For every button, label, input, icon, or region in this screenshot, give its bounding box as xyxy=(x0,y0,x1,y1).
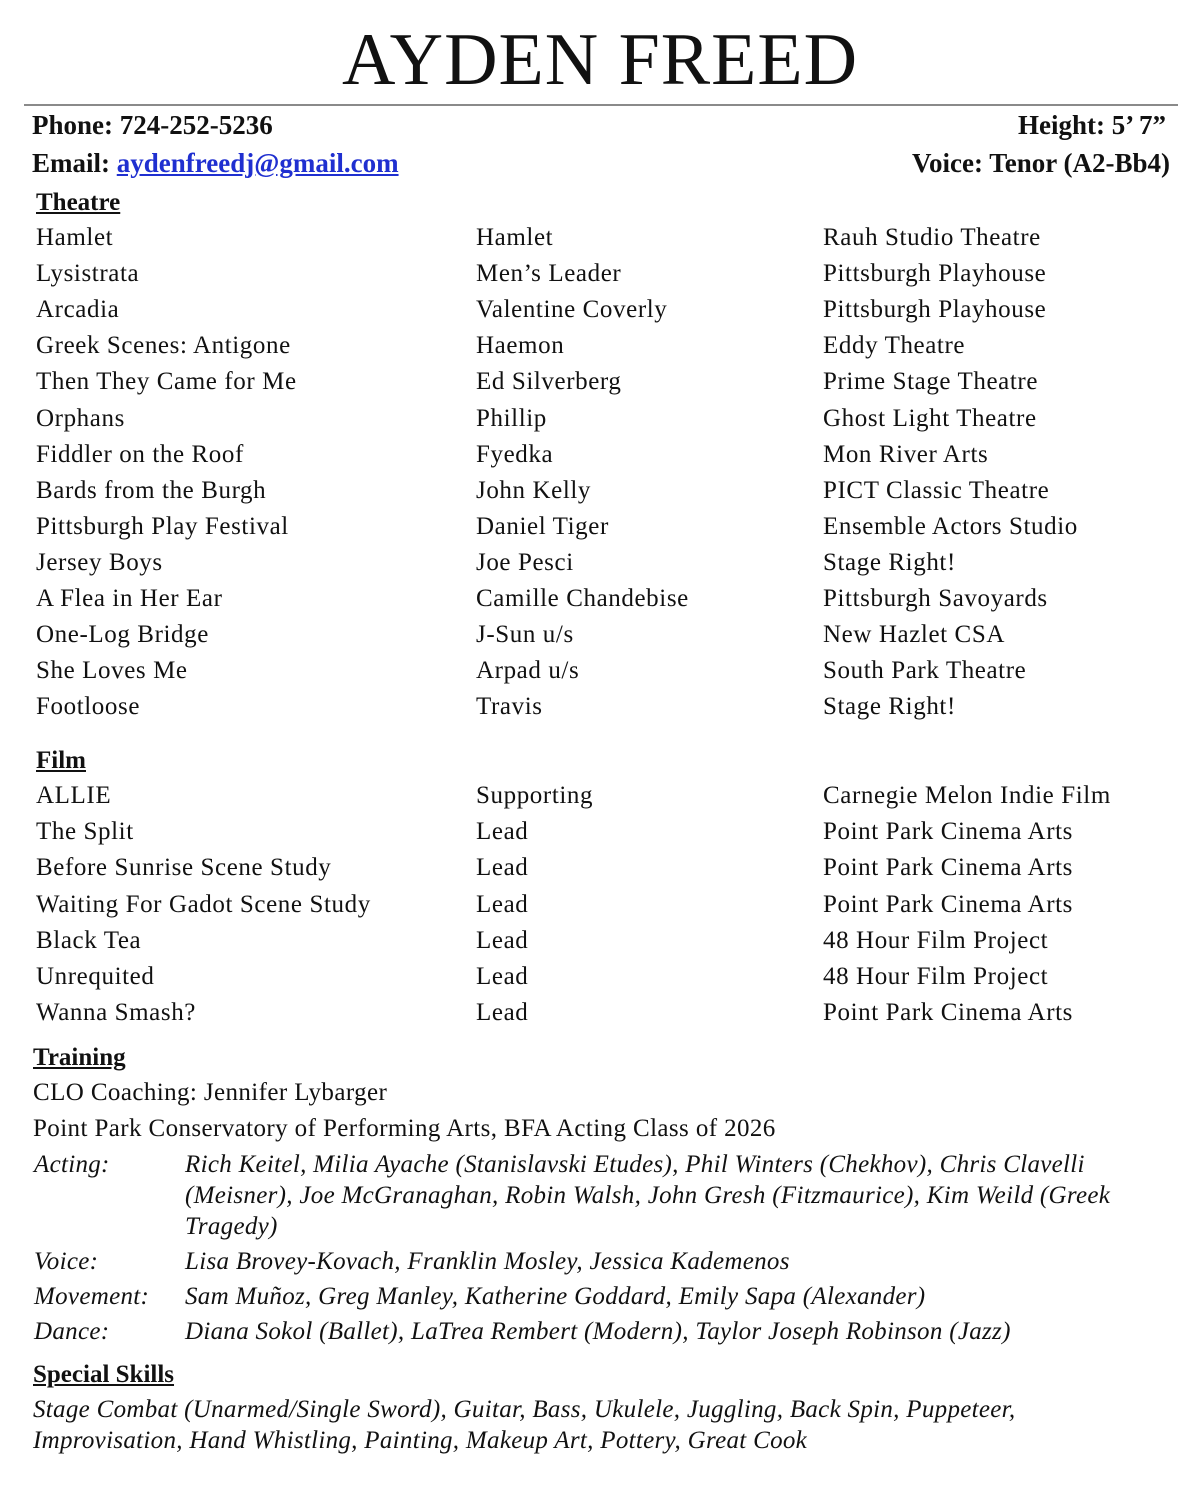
film-heading: Film xyxy=(36,747,86,774)
training-teachers: Rich Keitel, Milia Ayache (Stanislavski Etudes), Phil Winters (Chekhov), Chris Clavelli (Meisner), Joe McGranaghan, Robin Walsh, John Gresh (Fitzmaurice), Kim Weild (Greek Tragedy) xyxy=(185,1151,1111,1240)
theatre-venue: Pittsburgh Savoyards xyxy=(823,585,1048,612)
film-credit-row xyxy=(0,851,1200,885)
theatre-production: Greek Scenes: Antigone xyxy=(36,332,291,360)
film-credit-row xyxy=(0,924,1200,958)
film-venue: Point Park Cinema Arts xyxy=(823,854,1074,882)
theatre-venue: Pittsburgh Playhouse xyxy=(823,296,1047,324)
theatre-credit-row xyxy=(0,582,1200,616)
theatre-production: Bards from the Burgh xyxy=(36,476,267,504)
film-venue: 48 Hour Film Project xyxy=(823,926,1049,954)
film-credit-row xyxy=(0,888,1200,922)
film-production: Wanna Smash? xyxy=(36,999,197,1027)
film-role: Supporting xyxy=(476,782,594,809)
theatre-production: Fiddler on the Roof xyxy=(36,440,244,468)
theatre-production: Hamlet xyxy=(36,224,114,251)
theatre-role: Travis xyxy=(476,693,543,721)
theatre-production: A Flea in Her Ear xyxy=(36,585,223,612)
theatre-credit-row xyxy=(0,654,1200,688)
theatre-credit-row xyxy=(0,438,1200,472)
theatre-venue: Prime Stage Theatre xyxy=(823,368,1039,396)
theatre-production: Orphans xyxy=(36,404,125,432)
training-label: Movement: xyxy=(34,1283,150,1310)
training-teachers: Lisa Brovey-Kovach, Franklin Mosley, Jessica Kademenos xyxy=(185,1248,790,1275)
theatre-production: Lysistrata xyxy=(36,260,140,288)
film-venue: Point Park Cinema Arts xyxy=(823,999,1074,1027)
theatre-production: One-Log Bridge xyxy=(36,621,209,649)
theatre-role: Valentine Coverly xyxy=(476,296,668,324)
theatre-credit-row xyxy=(0,293,1200,327)
film-credit-row xyxy=(0,996,1200,1030)
film-production: ALLIE xyxy=(36,782,112,809)
theatre-venue: Ensemble Actors Studio xyxy=(823,512,1078,540)
film-production: Black Tea xyxy=(36,926,142,954)
theatre-role: Men’s Leader xyxy=(476,260,622,288)
theatre-role: Camille Chandebise xyxy=(476,585,689,612)
film-production: Waiting For Gadot Scene Study xyxy=(36,890,371,918)
theatre-credit-row xyxy=(0,690,1200,724)
film-credit-row xyxy=(0,779,1200,813)
theatre-role: Fyedka xyxy=(476,440,554,468)
film-credit-row xyxy=(0,960,1200,994)
header-divider xyxy=(24,104,1178,106)
film-venue: Point Park Cinema Arts xyxy=(823,890,1074,918)
theatre-venue: Pittsburgh Playhouse xyxy=(823,260,1047,288)
film-credit-row xyxy=(0,815,1200,849)
training-line: CLO Coaching: Jennifer Lybarger xyxy=(33,1079,388,1106)
training-teachers: Sam Muñoz, Greg Manley, Katherine Goddard, Emily Sapa (Alexander) xyxy=(185,1283,926,1310)
skills-text: Stage Combat (Unarmed/Single Sword), Guitar, Bass, Ukulele, Juggling, Back Spin, Puppeteer, Improvisation, Hand Whistling, Painting, Makeup Art, Pottery, Great Cook xyxy=(33,1396,1016,1454)
theatre-venue: Rauh Studio Theatre xyxy=(823,224,1041,251)
theatre-production: Pittsburgh Play Festival xyxy=(36,512,289,540)
film-role: Lead xyxy=(476,890,529,918)
email-line xyxy=(32,146,399,180)
film-role: Lead xyxy=(476,854,529,882)
theatre-production: Jersey Boys xyxy=(36,548,163,576)
height: Height: 5’ 7” xyxy=(1018,110,1166,140)
training-label: Acting: xyxy=(34,1151,110,1178)
film-role: Lead xyxy=(476,818,529,846)
voice: Voice: Tenor (A2-Bb4) xyxy=(911,148,1170,178)
theatre-role: Arpad u/s xyxy=(476,657,580,685)
film-venue: Point Park Cinema Arts xyxy=(823,818,1074,846)
theatre-heading: Theatre xyxy=(36,189,121,216)
theatre-credit-row xyxy=(0,402,1200,436)
film-role: Lead xyxy=(476,999,529,1027)
skills-heading: Special Skills xyxy=(33,1361,175,1388)
theatre-credit-row xyxy=(0,329,1200,363)
theatre-role: J-Sun u/s xyxy=(476,621,574,649)
theatre-role: Haemon xyxy=(476,332,565,360)
training-label: Dance: xyxy=(34,1318,110,1345)
training-teachers: Diana Sokol (Ballet), LaTrea Rembert (Modern), Taylor Joseph Robinson (Jazz) xyxy=(185,1318,1011,1345)
theatre-venue: South Park Theatre xyxy=(823,657,1027,685)
film-venue: 48 Hour Film Project xyxy=(823,963,1049,990)
theatre-role: Hamlet xyxy=(476,224,554,251)
film-production: The Split xyxy=(36,818,134,846)
film-production: Before Sunrise Scene Study xyxy=(36,854,332,882)
theatre-venue: PICT Classic Theatre xyxy=(823,476,1050,504)
theatre-production: Then They Came for Me xyxy=(36,368,297,396)
film-role: Lead xyxy=(476,963,529,990)
theatre-venue: Eddy Theatre xyxy=(823,332,966,360)
phone: Phone: 724-252-5236 xyxy=(32,110,273,140)
theatre-role: Daniel Tiger xyxy=(476,512,609,540)
theatre-credit-row xyxy=(0,257,1200,291)
theatre-venue: Mon River Arts xyxy=(823,440,989,468)
training-heading: Training xyxy=(33,1044,126,1071)
theatre-production: She Loves Me xyxy=(36,657,188,685)
theatre-credit-row xyxy=(0,474,1200,508)
training-label: Voice: xyxy=(34,1248,99,1275)
theatre-production: Arcadia xyxy=(36,296,120,324)
theatre-role: John Kelly xyxy=(476,476,592,504)
name-title: AYDEN FREED xyxy=(341,19,859,101)
theatre-credit-row xyxy=(0,510,1200,544)
email-link[interactable]: aydenfreedj@gmail.com xyxy=(116,148,399,178)
theatre-credit-row xyxy=(0,546,1200,580)
theatre-venue: Stage Right! xyxy=(823,693,956,721)
theatre-role: Ed Silverberg xyxy=(476,368,622,396)
theatre-credit-row xyxy=(0,365,1200,399)
theatre-role: Phillip xyxy=(476,404,547,432)
theatre-production: Footloose xyxy=(36,693,141,721)
theatre-venue: New Hazlet CSA xyxy=(823,621,1005,649)
theatre-venue: Ghost Light Theatre xyxy=(823,404,1037,432)
film-production: Unrequited xyxy=(36,963,155,990)
film-venue: Carnegie Melon Indie Film xyxy=(823,782,1111,809)
theatre-role: Joe Pesci xyxy=(476,548,574,576)
theatre-credit-row xyxy=(0,221,1200,255)
theatre-venue: Stage Right! xyxy=(823,548,956,576)
theatre-credit-row xyxy=(0,618,1200,652)
film-role: Lead xyxy=(476,926,529,954)
training-line: Point Park Conservatory of Performing Arts, BFA Acting Class of 2026 xyxy=(33,1115,776,1142)
email-label: Email: xyxy=(32,148,110,178)
